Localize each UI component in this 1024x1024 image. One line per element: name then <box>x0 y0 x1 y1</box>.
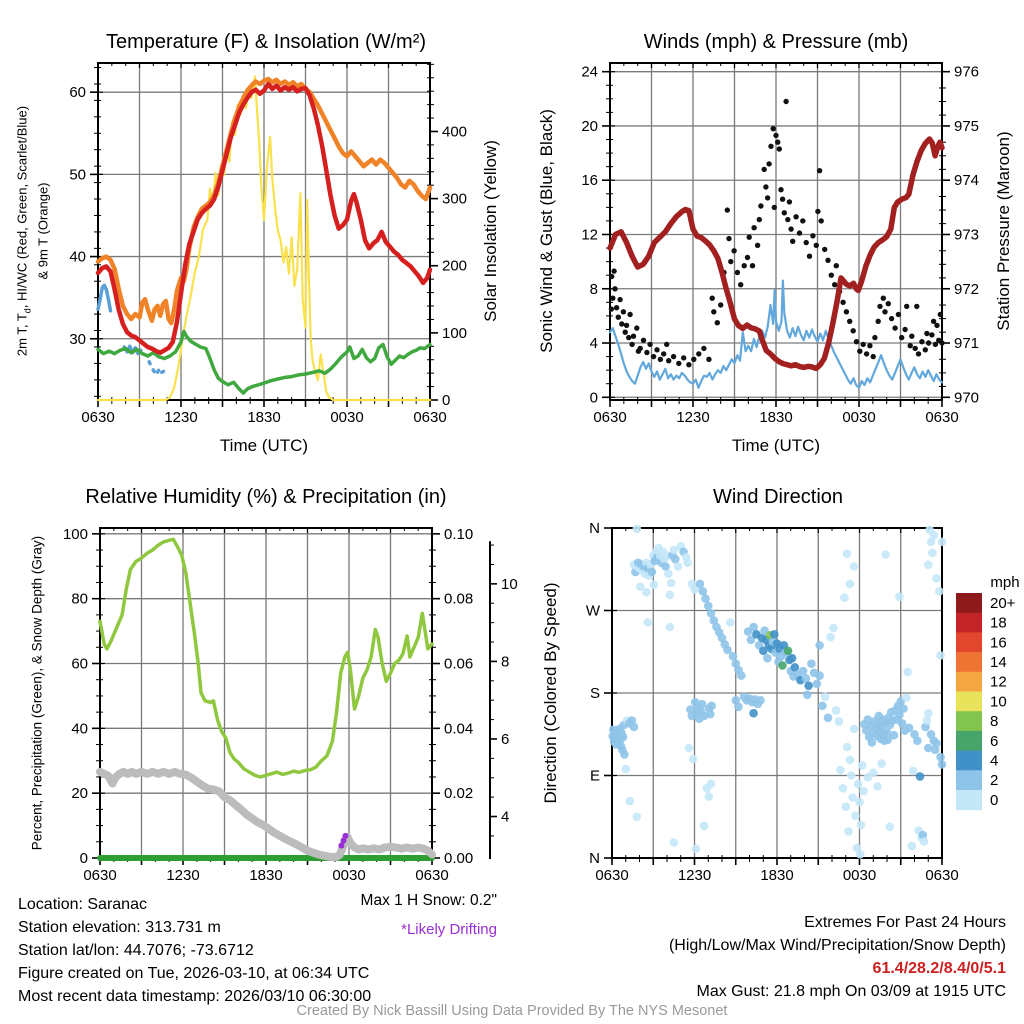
svg-text:0: 0 <box>990 791 999 809</box>
latest-data-timestamp: Most recent data timestamp: 2026/03/10 06:30:00 <box>18 988 372 1005</box>
svg-text:12: 12 <box>990 673 1007 691</box>
svg-text:6: 6 <box>990 732 999 750</box>
svg-text:30: 30 <box>69 330 86 348</box>
svg-text:10: 10 <box>990 693 1007 711</box>
svg-text:4: 4 <box>501 808 510 826</box>
svg-text:200: 200 <box>442 257 468 275</box>
wind-direction-chart-title: Wind Direction <box>712 486 844 508</box>
svg-text:12: 12 <box>581 226 598 244</box>
svg-text:1230: 1230 <box>677 867 712 884</box>
likely-drifting-annotation: *Likely Drifting <box>401 921 497 938</box>
svg-text:100: 100 <box>442 324 468 342</box>
svg-text:975: 975 <box>954 117 980 135</box>
svg-text:20+: 20+ <box>990 594 1016 612</box>
svg-text:400: 400 <box>442 123 468 141</box>
svg-text:2: 2 <box>990 772 999 790</box>
series-wind_chill <box>98 285 111 311</box>
max-snow-annotation: Max 1 H Snow: 0.2" <box>360 892 497 909</box>
colorbar-title: mph <box>990 574 1020 591</box>
figure-created-timestamp: Figure created on Tue, 2026-03-10, at 06:34 UTC <box>18 965 370 982</box>
svg-text:972: 972 <box>954 280 980 298</box>
svg-text:8: 8 <box>501 653 510 671</box>
svg-text:971: 971 <box>954 335 980 353</box>
svg-text:6: 6 <box>501 730 510 748</box>
winds-chart-title: Winds (mph) & Pressure (mb) <box>643 31 909 53</box>
extremes-title: Extremes For Past 24 Hours <box>804 914 1006 931</box>
svg-text:0630: 0630 <box>595 867 629 884</box>
svg-text:0630: 0630 <box>83 867 117 884</box>
wind-direction-chart <box>586 520 959 884</box>
speed-colorbar <box>956 593 1016 810</box>
svg-text:40: 40 <box>71 720 88 738</box>
svg-text:0030: 0030 <box>330 409 364 426</box>
svg-text:0: 0 <box>442 392 451 409</box>
svg-text:0: 0 <box>589 389 598 407</box>
svg-text:S: S <box>589 685 600 702</box>
svg-text:0630: 0630 <box>925 867 959 884</box>
svg-text:0.06: 0.06 <box>444 655 474 673</box>
svg-text:1830: 1830 <box>247 409 281 426</box>
svg-text:50: 50 <box>69 166 86 184</box>
extremes-subtitle: (High/Low/Max Wind/Precipitation/Snow Depth) <box>668 937 1006 954</box>
svg-text:0630: 0630 <box>593 409 627 426</box>
svg-text:0.02: 0.02 <box>444 785 474 803</box>
wind-left-axis-label: Sonic Wind & Gust (Blue, Black) <box>537 109 556 353</box>
pressure-right-axis-label: Station Pressure (Maroon) <box>994 131 1013 331</box>
svg-text:24: 24 <box>581 63 598 81</box>
humidity-precip-chart <box>63 526 518 884</box>
svg-text:1230: 1230 <box>164 409 198 426</box>
svg-text:0630: 0630 <box>925 409 959 426</box>
extremes-values: 61.4/28.2/8.4/0/5.1 <box>872 960 1006 977</box>
svg-text:16: 16 <box>990 634 1007 652</box>
humidity-left-axis-label: Percent, Precipitation (Green), & Snow Depth (Gray) <box>29 535 45 851</box>
svg-text:0.08: 0.08 <box>444 590 474 608</box>
svg-text:N: N <box>589 520 600 537</box>
svg-text:0.00: 0.00 <box>444 850 474 867</box>
series-wind_chill <box>149 362 164 375</box>
station-latlon: Station lat/lon: 44.7076; -73.6712 <box>18 942 254 959</box>
station-elevation: Station elevation: 313.731 m <box>18 919 221 936</box>
credit-text: Created By Nick Bassill Using Data Provided By The NYS Mesonet <box>296 1003 728 1019</box>
svg-text:0030: 0030 <box>842 867 877 884</box>
svg-text:80: 80 <box>71 590 88 608</box>
svg-text:E: E <box>589 767 600 785</box>
svg-text:0030: 0030 <box>332 867 366 884</box>
svg-text:970: 970 <box>954 389 980 407</box>
svg-text:N: N <box>589 850 600 867</box>
svg-text:0630: 0630 <box>81 409 115 426</box>
svg-text:973: 973 <box>954 226 980 244</box>
svg-text:974: 974 <box>954 172 980 190</box>
svg-text:300: 300 <box>442 190 468 208</box>
svg-text:100: 100 <box>62 525 88 543</box>
svg-text:0630: 0630 <box>413 409 447 426</box>
max-gust-text: Max Gust: 21.8 mph On 03/09 at 1915 UTC <box>696 983 1006 1000</box>
svg-text:W: W <box>585 602 600 620</box>
svg-text:8: 8 <box>589 280 598 298</box>
temperature-left-axis-label <box>15 106 52 356</box>
temperature-left-axis-label-line2: & 9m T (Orange) <box>35 182 51 280</box>
direction-left-axis-label: Direction (Colored By Speed) <box>541 582 560 804</box>
svg-text:1830: 1830 <box>249 867 283 884</box>
svg-text:1230: 1230 <box>676 409 710 426</box>
station-location: Location: Saranac <box>18 896 147 913</box>
svg-text:0: 0 <box>79 850 88 867</box>
svg-text:14: 14 <box>990 653 1007 671</box>
svg-text:0.10: 0.10 <box>444 525 474 543</box>
svg-text:20: 20 <box>581 117 598 135</box>
temperature-insolation-chart <box>69 63 467 426</box>
svg-text:16: 16 <box>581 172 598 190</box>
temperature-chart-xlabel: Time (UTC) <box>219 436 309 455</box>
svg-text:4: 4 <box>990 752 999 770</box>
insolation-right-axis-label: Solar Insolation (Yellow) <box>481 140 500 322</box>
svg-text:40: 40 <box>69 248 86 266</box>
svg-text:1230: 1230 <box>166 867 200 884</box>
svg-text:976: 976 <box>954 63 980 81</box>
svg-text:0630: 0630 <box>415 867 449 884</box>
svg-text:1830: 1830 <box>759 409 793 426</box>
temperature-chart-title: Temperature (F) & Insolation (W/m²) <box>105 31 427 53</box>
svg-text:18: 18 <box>990 614 1007 632</box>
svg-text:60: 60 <box>69 84 86 102</box>
svg-text:8: 8 <box>990 713 999 731</box>
svg-text:0030: 0030 <box>842 409 876 426</box>
svg-text:10: 10 <box>501 575 518 593</box>
humidity-chart-title: Relative Humidity (%) & Precipitation (in) <box>85 486 447 508</box>
svg-text:4: 4 <box>589 335 598 353</box>
winds-chart-xlabel: Time (UTC) <box>731 436 821 455</box>
svg-text:0.04: 0.04 <box>444 720 474 738</box>
svg-text:1830: 1830 <box>760 867 794 884</box>
svg-text:20: 20 <box>71 785 88 803</box>
winds-pressure-chart <box>581 63 979 426</box>
svg-text:60: 60 <box>71 655 88 673</box>
temperature-left-axis-label-line1: 2m T, $T_d$, HI/WC (Red, Green, Scarlet/Blue) <box>14 105 33 357</box>
